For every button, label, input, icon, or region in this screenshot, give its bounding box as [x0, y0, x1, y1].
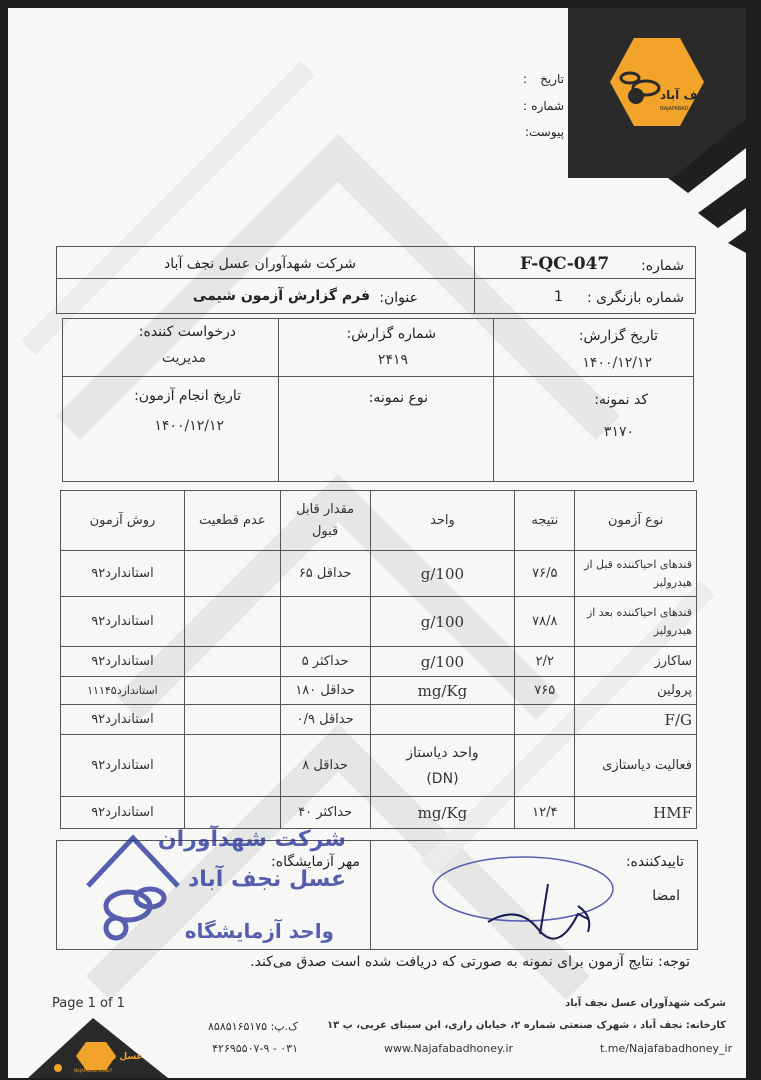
requester-value: مدیریت	[161, 350, 206, 366]
table-row	[61, 647, 697, 677]
cell-acceptable	[280, 597, 370, 647]
cell-unit: g/100	[370, 647, 515, 677]
cell-uncertainty	[184, 551, 280, 597]
header-method: روش آزمون	[61, 491, 185, 551]
company-name: شرکت شهدآوران عسل نجف آباد	[164, 256, 356, 272]
sample-code-label: کد نمونه:	[594, 392, 648, 408]
signature-label: امضا	[652, 888, 680, 904]
cell-uncertainty	[184, 647, 280, 677]
cell-method: استاندارد۹۲	[61, 735, 185, 797]
cell-test-type: پرولین	[575, 677, 697, 705]
tests-header-row	[61, 491, 697, 551]
letterhead-date-colon: :	[523, 72, 528, 86]
footer-postal: ک.پ: ۸۵۸۵۱۶۵۱۷۵	[208, 1020, 298, 1033]
requester-label: درخواست کننده:	[138, 324, 236, 340]
sample-code-value: ۳۱۷۰	[603, 424, 634, 440]
cell-test-type: قندهای احیاکننده قبل از هیدرولیز	[575, 551, 697, 597]
cell-unit: g/100	[370, 551, 515, 597]
table-row	[61, 677, 697, 705]
cell-unit: واحد دیاستاز (DN)	[370, 735, 515, 797]
cell-acceptable: حداقل ۱۸۰	[280, 677, 370, 705]
footer-phone: ۰۳۱ - ۴۲۶۹۵۵۰۷-۹	[212, 1042, 298, 1055]
letterhead-attachment-label: پیوست:	[524, 125, 564, 139]
cell-test-type: F/G	[575, 705, 697, 735]
header-test-type: نوع آزمون	[575, 491, 697, 551]
cell-method: استاندارد۹۲	[61, 797, 185, 829]
cell-unit: mg/Kg	[370, 797, 515, 829]
cell-result	[515, 735, 575, 797]
cell-test-type: ساکارز	[575, 647, 697, 677]
cell-method: استاندارد۹۲	[61, 705, 185, 735]
company-logo	[568, 8, 746, 183]
revision-value: 1	[554, 289, 563, 305]
table-row	[61, 705, 697, 735]
cell-method: استاندارد۹۲	[61, 647, 185, 677]
cell-acceptable: حداقل ۶۵	[280, 551, 370, 597]
report-number-label: شماره گزارش:	[346, 326, 436, 342]
cell-acceptable: حداقل ۰/۹	[280, 705, 370, 735]
cell-test-type: قندهای احیاکننده بعد از هیدرولیز	[575, 597, 697, 647]
cell-result: ۷۶/۵	[515, 551, 575, 597]
document-page	[8, 8, 746, 1078]
footer-logo-subtext: NAJAFABAD HONEY	[74, 1068, 113, 1073]
cell-acceptable: حداکثر ۵	[280, 647, 370, 677]
letterhead-date-label: تاریخ	[540, 72, 564, 86]
cell-method: استاندارد۹۲	[61, 597, 185, 647]
header-uncertainty: عدم قطعیت	[184, 491, 280, 551]
form-number-value: F-QC-047	[520, 254, 610, 274]
cell-unit: g/100	[370, 597, 515, 647]
page-indicator: Page 1 of 1	[52, 996, 125, 1011]
logo-subtext: NAJAFABAD HONEY	[660, 106, 708, 112]
letterhead-number-colon: :	[523, 99, 528, 113]
table-row	[61, 797, 697, 829]
signature	[428, 844, 618, 944]
logo-text: عسل نجف آباد	[660, 88, 746, 102]
report-number-value: ۲۴۱۹	[377, 352, 408, 368]
footer-logo	[28, 1012, 168, 1078]
test-date-label: تاریخ انجام آزمون:	[134, 388, 241, 404]
title-label: عنوان:	[379, 290, 418, 306]
report-date-label: تاریخ گزارش:	[578, 328, 658, 344]
cell-test-type: HMF	[575, 797, 697, 829]
footer-website: www.Najafabadhoney.ir	[384, 1042, 514, 1055]
letterhead-number-label: شماره	[531, 99, 564, 113]
footer-address: کارخانه: نجف آباد ، شهرک صنعتی شماره ۲، خیابان رازی، ابن سینای غربی، پ ۱۳	[326, 1020, 726, 1031]
cell-unit	[370, 705, 515, 735]
footer-logo-text: عسل نجف آباد	[78, 1052, 143, 1062]
footer-company: شرکت شهدآوران عسل نجف آباد	[565, 998, 726, 1009]
cell-uncertainty	[184, 797, 280, 829]
report-date-value: ۱۴۰۰/۱۲/۱۲	[582, 355, 652, 371]
cell-method: استاندارد۱۱۱۴۵	[61, 677, 185, 705]
cell-result	[515, 705, 575, 735]
cell-unit: mg/Kg	[370, 677, 515, 705]
revision-label: شماره بازنگری :	[586, 290, 684, 306]
note: توجه: نتایج آزمون برای نمونه به صورتی که دریافت شده است صدق می‌کند.	[250, 954, 690, 970]
form-number-label: شماره:	[641, 258, 684, 274]
tests-table	[60, 490, 697, 829]
title-value: فرم گزارش آزمون شیمی	[192, 288, 370, 304]
table-row	[61, 735, 697, 797]
sample-type-label: نوع نمونه:	[368, 390, 428, 406]
header-unit: واحد	[370, 491, 515, 551]
table-row	[61, 597, 697, 647]
cell-uncertainty	[184, 705, 280, 735]
cell-result: ۲/۲	[515, 647, 575, 677]
cell-result: ۷۸/۸	[515, 597, 575, 647]
footer-telegram: t.me/Najafabadhoney_ir	[600, 1042, 733, 1055]
cell-uncertainty	[184, 735, 280, 797]
approver-label: تاییدکننده:	[625, 854, 684, 870]
stamp-line2: عسل نجف آباد	[187, 867, 346, 892]
cell-result: ۷۶۵	[515, 677, 575, 705]
table-row	[61, 551, 697, 597]
cell-result: ۱۲/۴	[515, 797, 575, 829]
stamp-line3: واحد آزمایشگاه	[184, 919, 334, 943]
header-acceptable: مقدار قابل قبول	[280, 491, 370, 551]
cell-acceptable: حداقل ۸	[280, 735, 370, 797]
header-result: نتیجه	[515, 491, 575, 551]
cell-test-type: فعالیت دیاستازی	[575, 735, 697, 797]
stamp-line1: شرکت شهدآوران	[157, 827, 346, 852]
test-date-value: ۱۴۰۰/۱۲/۱۲	[154, 418, 224, 434]
lab-seal-label: مهر آزمایشگاه:	[271, 854, 360, 870]
cell-acceptable: حداکثر ۴۰	[280, 797, 370, 829]
cell-uncertainty	[184, 597, 280, 647]
cell-uncertainty	[184, 677, 280, 705]
cell-method: استاندارد۹۲	[61, 551, 185, 597]
